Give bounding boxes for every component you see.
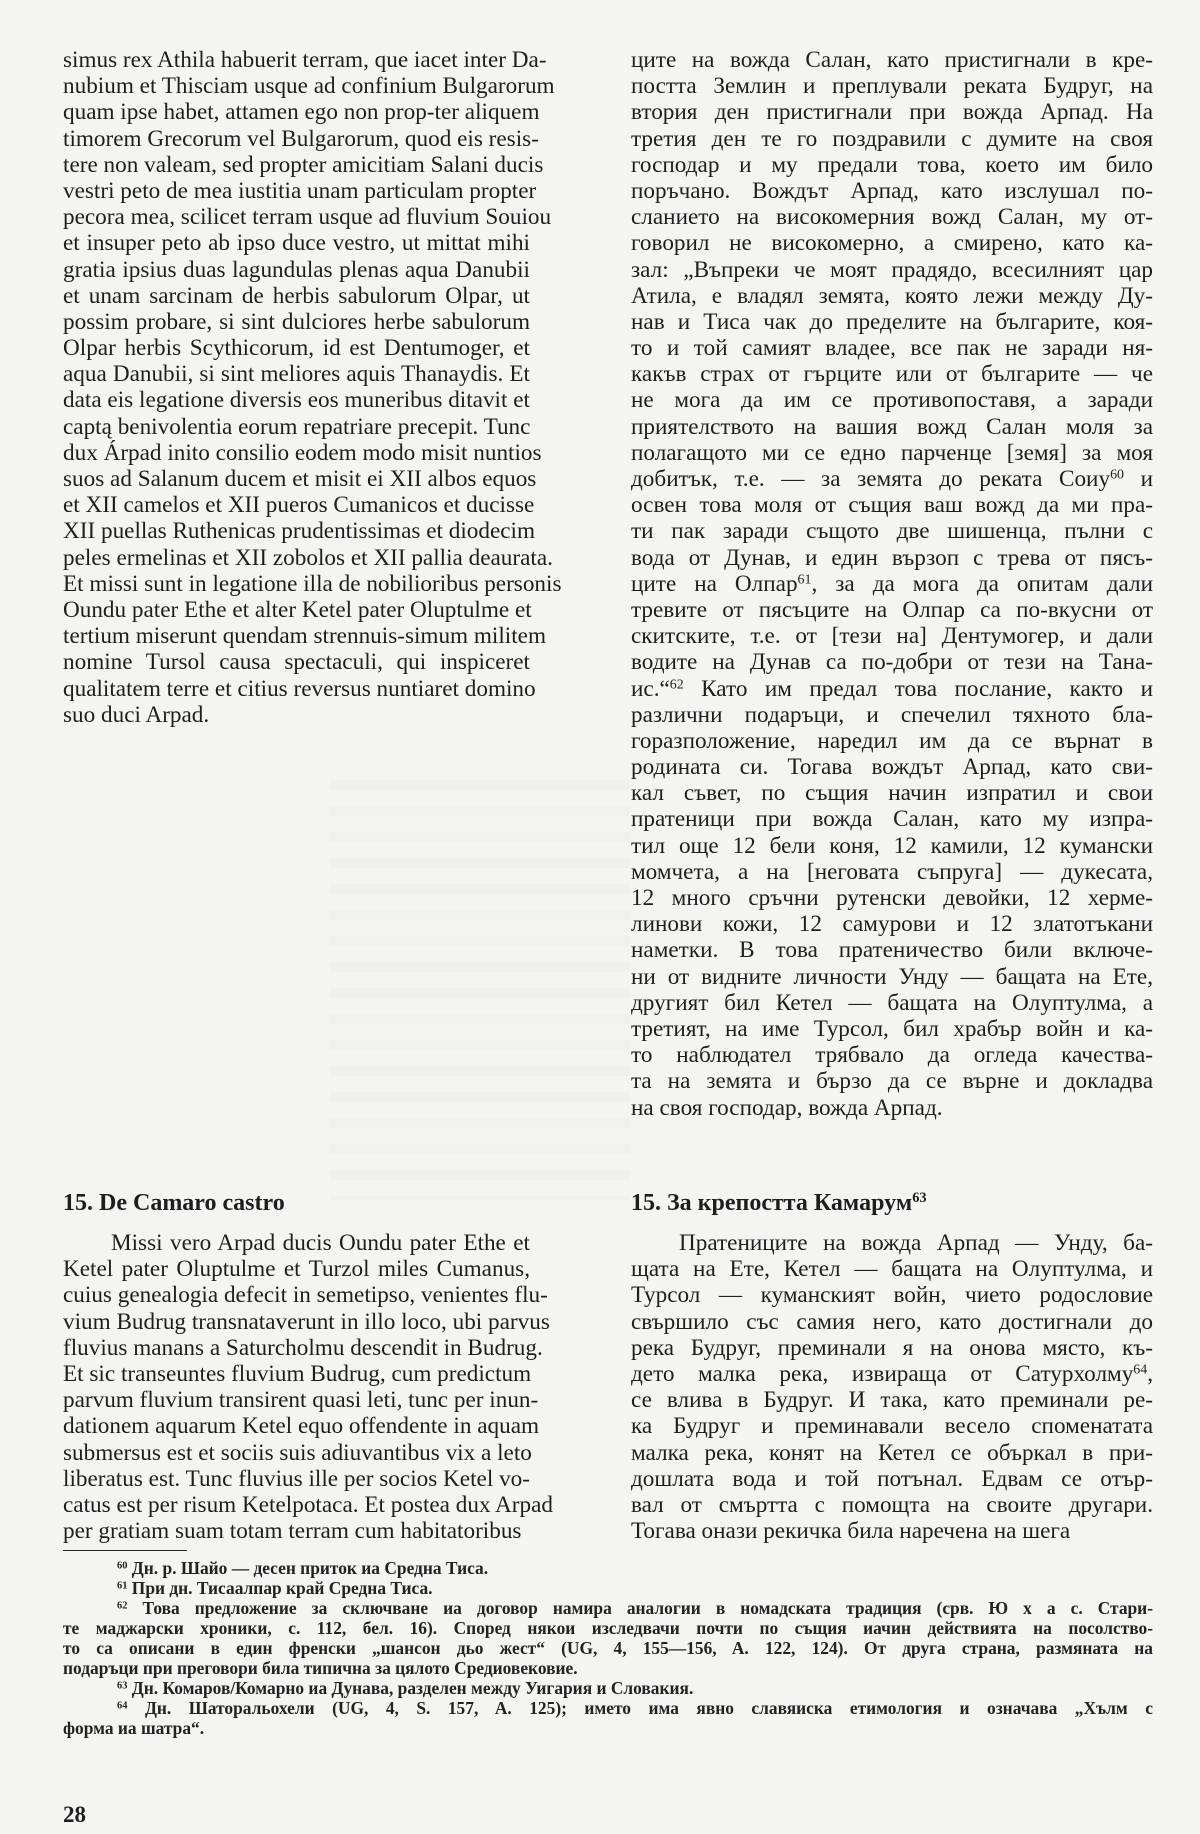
footnote-number: 64 bbox=[117, 1700, 128, 1712]
text-line: gratia ipsius duas lagundulas plenas aqua Danubii bbox=[63, 256, 530, 283]
text-line: vium Budrug transnataverunt in illo loco, ubi parvus bbox=[63, 1308, 550, 1335]
footnote-62 bbox=[63, 1598, 1153, 1678]
text-line: полагащото ми се едно парченце [земя] за моя bbox=[631, 439, 1153, 466]
show-through-text bbox=[330, 780, 630, 1200]
text-line: водите на Дунав са по-добри от тези на Тана- bbox=[631, 649, 1153, 676]
text-line: simus rex Athila habuerit terram, que iacet inter Da- bbox=[63, 47, 547, 73]
footnote-separator bbox=[63, 1550, 187, 1551]
text-segment: , за да мога да опитам дали bbox=[811, 570, 1153, 597]
text-line: tere non valeam, sed propter amicitiam Salani ducis bbox=[63, 151, 544, 178]
text-line: nomine Tursol causa spectaculi, qui inspiceret bbox=[63, 649, 530, 676]
text-segment: ците на Олпар bbox=[631, 570, 798, 597]
text-line: dationem aquarum Ketel equo offendente in aquam bbox=[63, 1413, 540, 1440]
section-heading-latin: 15. De Camaro castro bbox=[63, 1190, 285, 1216]
text-line: освен това моля от същия ваш вожд да ми пра- bbox=[631, 492, 1153, 519]
footnote-number: 62 bbox=[117, 1600, 128, 1612]
footnote-ref-60[interactable]: 60 bbox=[1110, 467, 1124, 483]
footnote-ref-64[interactable]: 64 bbox=[1133, 1362, 1148, 1378]
text-line: et unam sarcinam de herbis sabulorum Olpar, ut bbox=[63, 282, 530, 309]
footnote-ref-61[interactable]: 61 bbox=[797, 572, 812, 588]
footnote-line bbox=[63, 1618, 1153, 1638]
text-line: tertium miserunt quendam strennuis-simum militem bbox=[63, 623, 547, 650]
bulgarian-column-bottom bbox=[631, 1230, 1153, 1544]
footnote-ref-63[interactable]: 63 bbox=[912, 1190, 927, 1207]
latin-section-heading bbox=[63, 1189, 530, 1217]
footnote-text: Това предложение за сключване иа договор намира аналогии в номадската традиция (срв. Ю х а с. Стари- bbox=[142, 1598, 1153, 1618]
text-line: peles ermelinas et XII zobolos et XII pallia deaurata. bbox=[63, 544, 553, 571]
text-line: fluvius manans a Saturcholmu descendit in Budrug. bbox=[63, 1334, 543, 1361]
text-line: ни от видните личности Унду — бащата на Ете, bbox=[631, 963, 1153, 990]
text-line: река Будруг, преминали я на онова място, къ- bbox=[631, 1334, 1153, 1361]
footnotes bbox=[63, 1558, 1153, 1738]
text-line: то и той самият владее, все пак не заради ня- bbox=[631, 335, 1153, 362]
text-segment: Като им предал това послание, както и bbox=[683, 675, 1153, 702]
footnote-line bbox=[63, 1658, 1153, 1678]
text-line: dux Árpad inito consilio eodem modo misit nuntios bbox=[63, 439, 542, 466]
text-line: Турсол — куманският войн, чието родословие bbox=[631, 1282, 1153, 1309]
text-line: 12 много сръчни рутенски девойки, 12 херме- bbox=[631, 885, 1153, 911]
footnote-line bbox=[63, 1698, 1153, 1718]
text-line: Oundu pater Ethe et alter Ketel pater Oluptulme et bbox=[63, 596, 532, 623]
footnote-text: форма иа шатра“. bbox=[63, 1718, 205, 1738]
text-line: говорил не високомерно, а смирено, като ка- bbox=[631, 230, 1153, 257]
text-line: наметки. В това пратеничество били включе- bbox=[631, 937, 1153, 964]
text-line: catus est per risum Ketelpotaca. Et postea dux Arpad bbox=[63, 1491, 554, 1518]
text-line: третият, на име Турсол, бил храбър войн и ка- bbox=[631, 1015, 1153, 1042]
footnote-text: то са описани в един френски „шансон дьо жест“ (UG, 4, 155—156, A. 122, 124). От друга страна, размяната на bbox=[63, 1638, 1153, 1658]
text-line: се влива в Будруг. И така, като преминали ре- bbox=[631, 1387, 1153, 1414]
text-line: поръчано. Вождът Арпад, като изслушал по- bbox=[631, 177, 1153, 204]
text-line: et insuper peto ab ipso duce vestro, ut mittat mihi bbox=[63, 230, 530, 257]
text-line: liberatus est. Tunc fluvius ille per socios Ketel vo- bbox=[63, 1465, 530, 1492]
footnote-63 bbox=[63, 1678, 1153, 1698]
text-line: et XII camelos et XII pueros Cumanicos et ducisse bbox=[63, 492, 535, 519]
bulgarian-column-top bbox=[631, 47, 1153, 1121]
text-line: не мога да им се противопоставя, а заради bbox=[631, 387, 1153, 414]
text-line: щата на Ете, Кетел — бащата на Олуптулма, и bbox=[631, 1256, 1153, 1283]
text-line: горазположение, наредил им да се върнат в bbox=[631, 727, 1153, 754]
footnote-line bbox=[63, 1558, 1153, 1578]
footnote-60 bbox=[63, 1558, 1153, 1578]
text-line: nubium et Thisciam usque ad confinium Bulgarorum bbox=[63, 73, 555, 100]
text-line: pecora mea, scilicet terram usque ad fluvium Souiou bbox=[63, 204, 552, 231]
footnote-text: При дн. Тисаалпар край Средна Тиса. bbox=[131, 1578, 433, 1598]
footnote-text: Дн. Комаров/Комарно иа Дунава, разделен между Уигария и Словакия. bbox=[131, 1678, 694, 1698]
latin-column-top bbox=[63, 47, 562, 728]
text-line: другият бил Кетел — бащата на Олуптулма, а bbox=[631, 989, 1153, 1016]
text-segment: и bbox=[1123, 466, 1153, 492]
text-line: различни подаръци, и спечелил тяхното бла- bbox=[631, 701, 1153, 728]
text-line: нав и Тиса чак до пределите на българите, коя- bbox=[631, 308, 1153, 335]
text-line: vestri peto de mea iustitia unam particulam propter bbox=[63, 177, 537, 204]
footnote-line bbox=[63, 1638, 1153, 1658]
footnote-number: 60 bbox=[117, 1560, 128, 1572]
text-line: та на земята и бързо да се върне и докладва bbox=[631, 1068, 1153, 1095]
footnote-line bbox=[63, 1718, 1153, 1738]
text-line: XII puellas Ruthenicas prudentissimas et diodecim bbox=[63, 518, 536, 545]
text-line: possim probare, si sint dulciores herbe sabulorum bbox=[63, 308, 530, 335]
text-line: линови кожи, 12 самурови и 12 златотъкани bbox=[631, 911, 1153, 938]
text-segment: дето малка река, извираща от Сатурхолму bbox=[631, 1360, 1134, 1387]
text-line bbox=[631, 466, 1153, 492]
footnote-number: 61 bbox=[117, 1580, 128, 1592]
text-line: вал от смъртта с помощта на своите другари. bbox=[631, 1491, 1153, 1518]
text-line: кал съвет, по същия начин изпратил и свои bbox=[631, 780, 1153, 807]
text-line: Olpar herbis Scythicorum, id est Dentumoger, et bbox=[63, 335, 530, 362]
text-line: Ketel pater Oluptulme et Turzol miles Cumanus, bbox=[63, 1256, 530, 1283]
text-line: Тогава онази рекичка била наречена на шега bbox=[631, 1518, 1071, 1545]
text-line: submersus est et sociis suis adiuvantibus vix a leto bbox=[63, 1439, 532, 1466]
text-line: скитските, т.е. от [тези на] Дентумогер, и дали bbox=[631, 623, 1153, 650]
text-line: третия ден те го поздравили с думите на своя bbox=[631, 125, 1153, 152]
footnote-61 bbox=[63, 1578, 1153, 1598]
text-line: зал: „Въпреки че моят прадядо, всесилният цар bbox=[631, 256, 1153, 283]
text-line: постта Землин и преплували реката Будруг, на bbox=[631, 73, 1153, 100]
text-line bbox=[631, 1361, 1153, 1387]
footnote-text: подаръци при преговори била типична за цялото Средиовековие. bbox=[63, 1658, 578, 1678]
footnote-text: Дн. Шаторальохели (UG, 4, S. 157, A. 125); името има явно славяиска етимология и означава „Хълм с bbox=[144, 1698, 1153, 1718]
text-line: тил още 12 бели коня, 12 камили, 12 кумански bbox=[631, 832, 1153, 859]
text-line: aqua Danubii, si sint meliores aquis Thanaydis. Et bbox=[63, 361, 530, 388]
text-line: ците на вожда Салан, като пристигнали в кре- bbox=[631, 47, 1153, 73]
text-segment: добитък, т.е. — за земята до реката Соиу bbox=[631, 466, 1111, 492]
text-line: per gratiam suam totam terram cum habitatoribus bbox=[63, 1518, 522, 1545]
text-line: Et missi sunt in legatione illa de nobilioribus personis bbox=[63, 570, 562, 597]
footnote-line bbox=[63, 1678, 1153, 1698]
text-line: родината си. Тогава вождът Арпад, като сви- bbox=[631, 754, 1153, 781]
text-line: малка река, конят на Кетел се объркал в при- bbox=[631, 1439, 1153, 1466]
text-line: втория ден пристигнали при вожда Арпад. На bbox=[631, 99, 1153, 126]
text-line: свършило със самия него, като достигнали до bbox=[631, 1308, 1153, 1335]
text-line: господар и му предали това, което им било bbox=[631, 151, 1153, 178]
footnote-number: 63 bbox=[117, 1680, 128, 1692]
text-line: дошлата вода и той потънал. Едвам се отър- bbox=[631, 1465, 1153, 1492]
section-heading-bulgarian bbox=[631, 1189, 1153, 1217]
text-line: Пратениците на вожда Арпад — Унду, ба- bbox=[679, 1230, 1153, 1256]
footnote-ref-62[interactable]: 62 bbox=[669, 676, 684, 692]
text-line: suos ad Salanum ducem et misit ei XII albos equos bbox=[63, 466, 537, 492]
footnote-line bbox=[63, 1598, 1153, 1618]
footnote-line bbox=[63, 1578, 1153, 1598]
text-line: qualitatem terre et citius reversus nuntiaret domino bbox=[63, 675, 536, 702]
text-line: captą benivolentia eorum repatriare precepit. Tunc bbox=[63, 413, 531, 440]
bulgarian-section-heading bbox=[631, 1189, 1153, 1217]
text-line: приятелството на вашия вожд Салан моля за bbox=[631, 413, 1153, 440]
page-number: 28 bbox=[63, 1802, 86, 1827]
text-line: пратеници при вожда Салан, като му изпра- bbox=[631, 806, 1153, 833]
text-line: quam ipse habet, attamen ego non prop-ter aliquem bbox=[63, 99, 540, 126]
text-line bbox=[631, 676, 1153, 702]
text-line: какъв страх от гърците или от българите — че bbox=[631, 361, 1153, 388]
text-line: cuius genealogia defecit in semetipso, venientes flu- bbox=[63, 1282, 548, 1309]
text-line: вода от Дунав, и един вързоп с трева от пясъ- bbox=[631, 544, 1153, 571]
text-line: то наблюдател трябвало да огледа качества- bbox=[631, 1042, 1153, 1069]
text-line bbox=[631, 571, 1153, 597]
text-line: Et sic transeuntes fluvium Budrug, cum predictum bbox=[63, 1360, 532, 1387]
text-line: suo duci Arpad. bbox=[63, 701, 210, 728]
text-line: ка Будруг и преминавали весело споменатата bbox=[631, 1413, 1153, 1440]
text-line: data eis legatione diversis eos muneribus ditavit et bbox=[63, 387, 530, 414]
text-line: сланието на високомерния вожд Салан, му от- bbox=[631, 204, 1153, 231]
text-line: Атила, е владял земята, която лежи между Ду- bbox=[631, 282, 1153, 309]
text-line: на своя господар, вожда Арпад. bbox=[631, 1094, 943, 1121]
latin-column-bottom bbox=[63, 1230, 554, 1545]
text-line: Missi vero Arpad ducis Oundu pater Ethe et bbox=[111, 1230, 530, 1256]
footnote-text: Дн. р. Шайо — десен приток иа Средна Тиса. bbox=[131, 1558, 489, 1578]
text-line: ти пак заради същото две шишенца, пълни с bbox=[631, 518, 1153, 545]
footnote-64 bbox=[63, 1698, 1153, 1738]
text-line: тревите от пясъците на Олпар са по-вкусни от bbox=[631, 596, 1153, 623]
text-line: timorem Grecorum vel Bulgarorum, quod eis resis- bbox=[63, 125, 539, 152]
text-line: момчета, а на [неговата съпруга] — дукесата, bbox=[631, 858, 1153, 885]
text-line: parvum fluvium transirent quasi leti, tunc per inun- bbox=[63, 1387, 539, 1414]
text-segment: ис.“ bbox=[631, 675, 670, 702]
heading-text: 15. За крепостта Камарум bbox=[631, 1190, 913, 1216]
text-segment: , bbox=[1147, 1360, 1153, 1387]
footnote-text: те маджарски хроники, с. 112, бел. 16). Според някои изследвачи почти по същия иачин действията на посолство- bbox=[63, 1618, 1153, 1638]
